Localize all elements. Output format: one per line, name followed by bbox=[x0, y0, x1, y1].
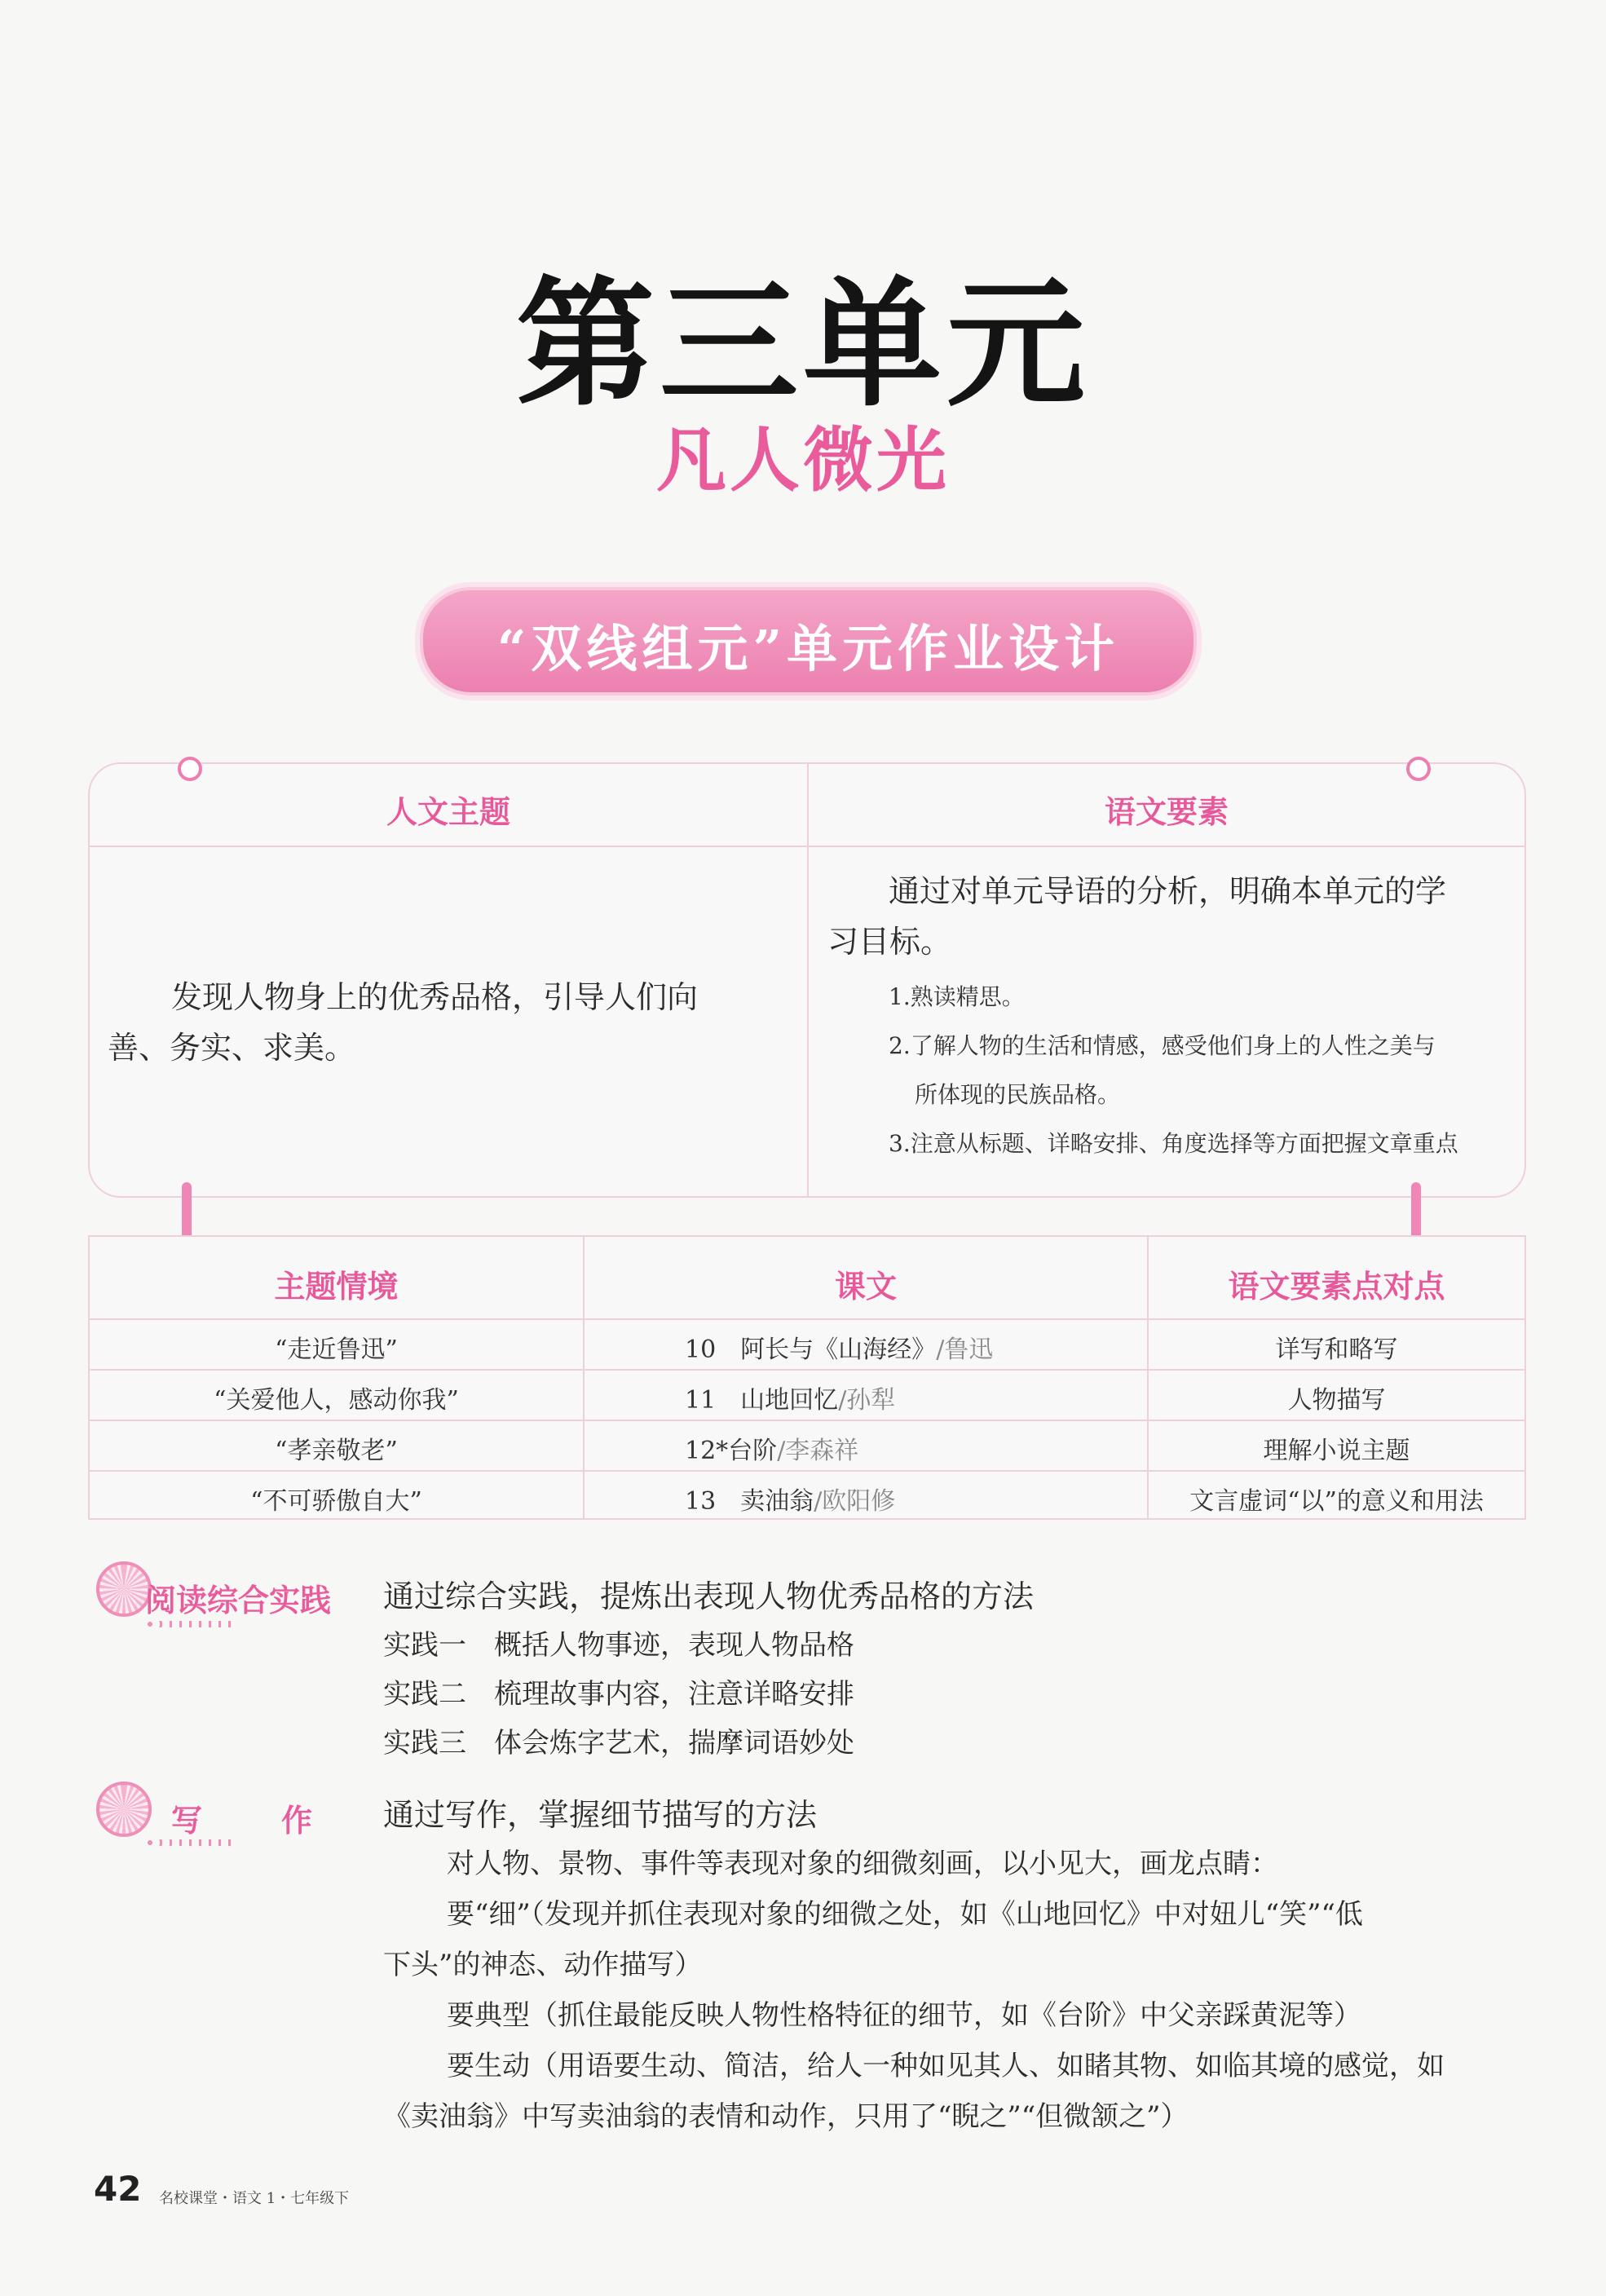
writing-line: 《卖油翁》中写卖油翁的表情和动作，只用了“睨之”“但微颔之”） bbox=[383, 2100, 1189, 2133]
humanities-text-line: 善、务实、求美。 bbox=[108, 1030, 356, 1066]
page-number: 42 bbox=[94, 2169, 142, 2209]
elements-item: 2.了解人物的生活和情感，感受他们身上的人性之美与 bbox=[889, 1032, 1436, 1059]
column-header-point: 语文要素点对点 bbox=[1228, 1269, 1445, 1305]
table-divider bbox=[1147, 1237, 1149, 1518]
wave-decoration-icon bbox=[145, 1621, 235, 1627]
writing-line: 下头”的神态、动作描写） bbox=[383, 1949, 703, 1981]
table-row-lesson: 12*台阶/李森祥 bbox=[685, 1437, 859, 1465]
elements-item: 3.注意从标题、详略安排、角度选择等方面把握文章重点 bbox=[889, 1130, 1458, 1157]
writing-line: 对人物、景物、事件等表现对象的细微刻画，以小见大，画龙点睛： bbox=[447, 1848, 1278, 1880]
elements-item: 所体现的民族品格。 bbox=[915, 1081, 1121, 1108]
binder-ring-icon bbox=[178, 757, 202, 781]
writing-section-label: 写 bbox=[171, 1803, 203, 1839]
table-divider bbox=[583, 1237, 585, 1518]
writing-summary: 通过写作，掌握细节描写的方法 bbox=[383, 1797, 818, 1833]
theme-elements-table bbox=[88, 762, 1526, 1198]
table-divider bbox=[90, 1470, 1524, 1472]
reading-item: 实践三 体会炼字艺术，揣摩词语妙处 bbox=[383, 1727, 854, 1760]
humanities-theme-header: 人文主题 bbox=[386, 794, 510, 830]
reading-item: 实践二 梳理故事内容，注意详略安排 bbox=[383, 1678, 854, 1711]
column-header-scene: 主题情境 bbox=[274, 1269, 399, 1305]
table-row-scene: “不可骄傲自大” bbox=[250, 1487, 422, 1516]
table-divider bbox=[90, 1420, 1524, 1421]
language-elements-header: 语文要素 bbox=[1104, 794, 1229, 830]
book-info: 名校课堂・语文 1・七年级下 bbox=[159, 2190, 350, 2207]
binder-ring-icon bbox=[1406, 757, 1431, 781]
table-row-scene: “孝亲敬老” bbox=[275, 1437, 398, 1465]
elements-item: 1.熟读精思。 bbox=[889, 983, 1025, 1010]
banner-title: “双线组元”单元作业设计 bbox=[496, 619, 1120, 678]
table-row-point: 文言虚词“以”的意义和用法 bbox=[1189, 1487, 1484, 1516]
elements-intro-line: 习目标。 bbox=[827, 924, 952, 960]
table-row-scene: “走近鲁迅” bbox=[275, 1336, 398, 1364]
table-divider bbox=[807, 764, 809, 1196]
table-divider bbox=[90, 1369, 1524, 1371]
design-banner bbox=[420, 587, 1197, 695]
elements-intro-line: 通过对单元导语的分析，明确本单元的学 bbox=[889, 873, 1447, 909]
writing-line: 要生动（用语要生动、简洁，给人一种如见其人、如睹其物、如临其境的感觉，如 bbox=[447, 2050, 1445, 2082]
writing-line: 要“细”（发现并抓住表现对象的细微之处，如《山地回忆》中对妞儿“笑”“低 bbox=[447, 1898, 1363, 1931]
table-row-point: 详写和略写 bbox=[1275, 1336, 1398, 1364]
table-row-scene: “关爱他人，感动你我” bbox=[214, 1386, 459, 1415]
table-row-lesson: 11 山地回忆/孙犁 bbox=[685, 1386, 896, 1415]
unit-subtitle: 凡人微光 bbox=[656, 420, 950, 501]
humanities-text-line: 发现人物身上的优秀品格，引导人们向 bbox=[171, 979, 699, 1015]
unit-title: 第三单元 bbox=[515, 263, 1090, 426]
fan-section-icon bbox=[96, 1782, 152, 1837]
writing-section-label: 作 bbox=[281, 1803, 313, 1839]
table-divider bbox=[90, 1318, 1524, 1320]
table-row-lesson: 13 卖油翁/欧阳修 bbox=[685, 1487, 896, 1516]
wave-decoration-icon bbox=[145, 1839, 235, 1846]
lesson-table bbox=[88, 1235, 1526, 1520]
reading-summary: 通过综合实践，提炼出表现人物优秀品格的方法 bbox=[383, 1578, 1035, 1614]
column-header-lesson: 课文 bbox=[834, 1269, 897, 1305]
table-row-point: 理解小说主题 bbox=[1263, 1437, 1410, 1465]
table-row-lesson: 10 阿长与《山海经》/鲁迅 bbox=[685, 1336, 994, 1364]
reading-item: 实践一 概括人物事迹，表现人物品格 bbox=[383, 1629, 854, 1662]
writing-line: 要典型（抓住最能反映人物性格特征的细节，如《台阶》中父亲踩黄泥等） bbox=[447, 1999, 1361, 2032]
reading-section-label: 阅读综合实践 bbox=[145, 1583, 332, 1618]
fan-section-icon bbox=[96, 1561, 152, 1617]
table-row-point: 人物描写 bbox=[1287, 1386, 1386, 1415]
